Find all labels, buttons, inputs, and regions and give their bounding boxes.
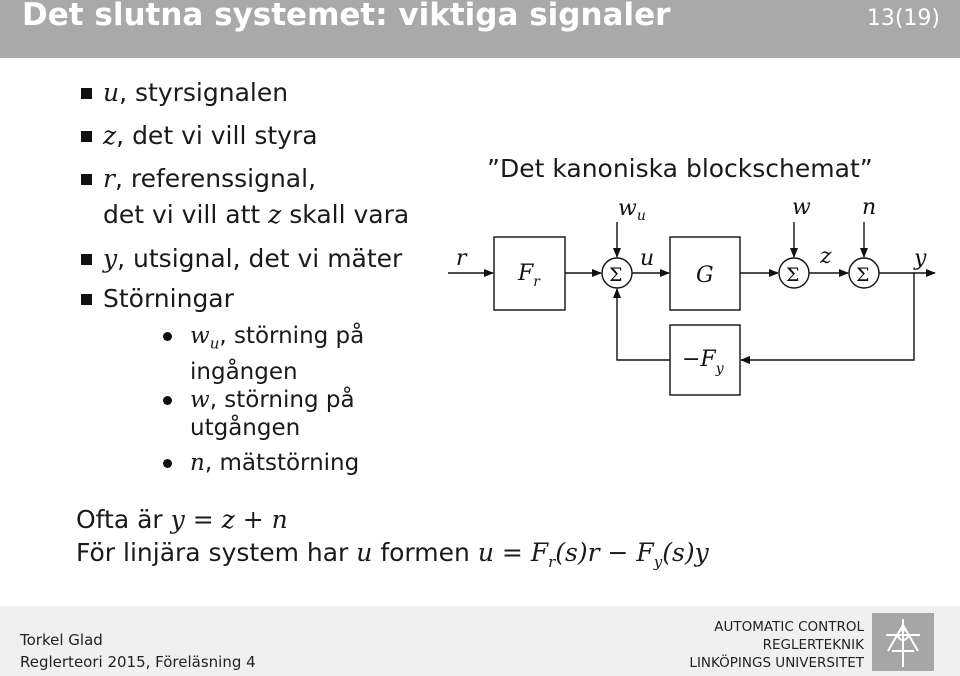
- equation-math: y = z + n: [170, 505, 288, 534]
- sum-symbol-1: Σ: [609, 264, 623, 286]
- bullet-text: skall vara: [281, 200, 410, 229]
- university-logo-icon: [872, 613, 934, 671]
- bullet-text: , störning på: [219, 323, 365, 349]
- footer-dept-2: REGLERTEKNIK: [762, 637, 864, 653]
- bullet-text: , styrsignalen: [119, 78, 289, 107]
- feedback-to-fy: [741, 273, 914, 360]
- bullet-continuation: ingången: [190, 358, 298, 385]
- math-subscript: r: [548, 553, 556, 571]
- math-symbol: u: [356, 538, 373, 567]
- bullet-text: , det vi vill styra: [116, 121, 318, 150]
- sum-symbol-3: Σ: [856, 264, 870, 286]
- bullet-text: det vi vill att: [103, 200, 269, 229]
- page-number: 13(19): [866, 6, 940, 31]
- math-symbol: n: [190, 450, 205, 476]
- block-g-label: G: [696, 263, 714, 288]
- block-fy-label: $-F_y$: [682, 347, 724, 377]
- bullet-text: Störningar: [103, 284, 234, 313]
- signal-u-label: u: [640, 246, 655, 271]
- block-fr-label: $F_r$: [518, 261, 540, 290]
- math-symbol: w: [190, 387, 210, 413]
- bullet-text: , utsignal, det vi mäter: [117, 244, 403, 273]
- equation-line-2: [76, 538, 709, 571]
- footer-author: Torkel Glad: [20, 631, 103, 649]
- bullet-continuation: utgången: [190, 415, 301, 441]
- signal-w-label: w: [792, 195, 811, 220]
- math-symbol: z: [268, 200, 282, 229]
- bullet-text: , störning på: [209, 387, 355, 413]
- feedback-to-sum: [617, 289, 670, 360]
- equation-text: formen: [372, 538, 478, 567]
- sum-symbol-2: Σ: [786, 264, 800, 286]
- page-title: Det slutna systemet: viktiga signaler: [22, 0, 671, 33]
- math-subscript: u: [209, 334, 220, 353]
- math-symbol: z: [103, 121, 117, 150]
- footer: [0, 606, 960, 676]
- equation-text: Ofta är: [76, 505, 171, 534]
- math-symbol: y: [103, 244, 118, 273]
- bullet-text: , mätstörning: [204, 450, 360, 476]
- math-symbol: w: [190, 323, 210, 349]
- equation-text: För linjära system har: [76, 538, 357, 567]
- equation-line-1: [76, 505, 288, 534]
- signal-wu-label: $w_u$: [618, 196, 646, 224]
- footer-dept-1: AUTOMATIC CONTROL: [714, 619, 864, 635]
- bullet-text: , referenssignal,: [114, 164, 317, 193]
- footer-course: Reglerteori 2015, Föreläsning 4: [20, 653, 256, 671]
- signal-y-label: y: [914, 246, 927, 271]
- equation-math: u = F: [477, 538, 549, 567]
- diagram-caption: ”Det kanoniska blockschemat”: [487, 154, 873, 183]
- math-symbol: r: [103, 164, 115, 193]
- math-symbol: u: [103, 78, 120, 107]
- footer-dept-3: LINKÖPINGS UNIVERSITET: [689, 655, 864, 671]
- equation-math: (s)r − F: [555, 538, 654, 567]
- signal-z-label: z: [820, 244, 832, 269]
- equation-math: (s)y: [662, 538, 709, 567]
- signal-n-label: n: [862, 195, 877, 220]
- math-subscript: y: [653, 553, 663, 571]
- signal-r-label: r: [456, 246, 467, 271]
